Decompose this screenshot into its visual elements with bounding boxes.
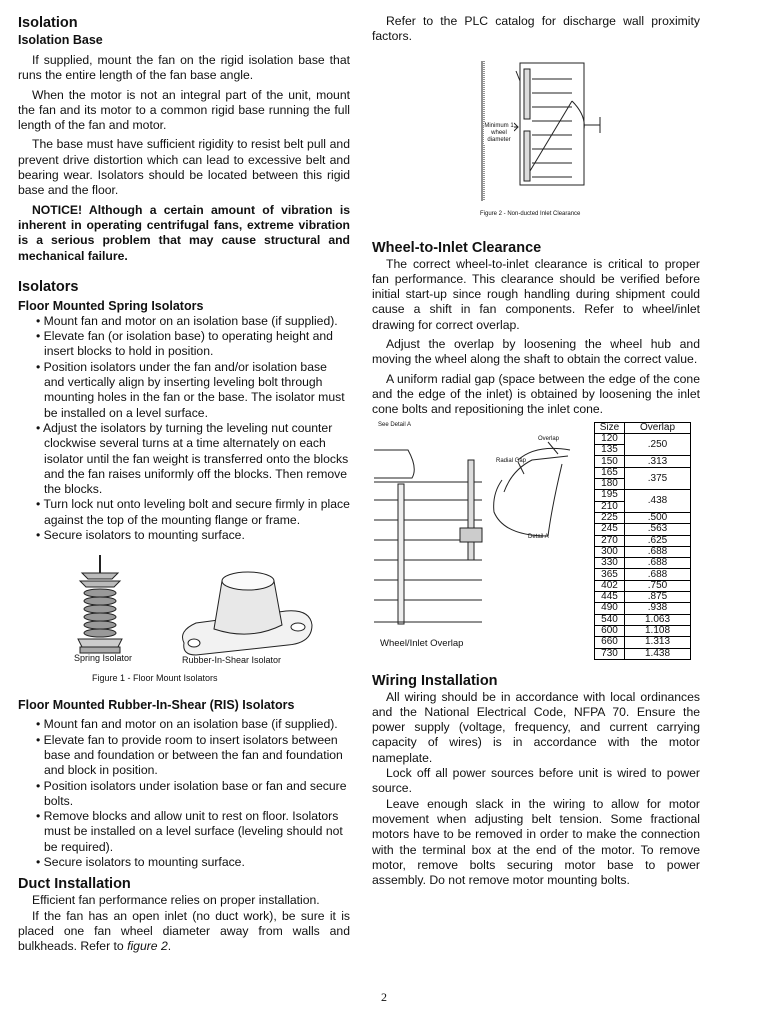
list-item: • Secure isolators to mounting surface.	[18, 855, 350, 870]
radial-gap-label: Radial Gap	[496, 457, 527, 464]
figure-1-caption: Figure 1 - Floor Mount Isolators	[92, 673, 218, 684]
rubber-isolator-drawing	[183, 572, 313, 655]
size-cell: 195	[595, 490, 625, 501]
overlap-cell: 1.063	[625, 614, 691, 625]
size-cell: 600	[595, 625, 625, 636]
spring-isolators-heading: Floor Mounted Spring Isolators	[18, 298, 204, 313]
table-row	[595, 637, 691, 648]
ris-isolators-list	[18, 717, 350, 870]
wheel-paragraph-3: A uniform radial gap (space between the edge of the cone and the edge of the inlet) is obtained by loosening the inlet cone bolts and repositioning the inlet cone.	[372, 371, 700, 417]
spring-isolator-label: Spring Isolator	[74, 653, 133, 664]
size-cell: 490	[595, 603, 625, 614]
figure-2-reference: figure 2	[127, 939, 168, 954]
table-row	[595, 558, 691, 569]
isolation-base-heading: Isolation Base	[18, 33, 103, 47]
table-row	[595, 546, 691, 557]
overlap-cell: .750	[625, 580, 691, 591]
left-column	[18, 14, 350, 954]
size-cell: 120	[595, 433, 625, 444]
list-item: • Mount fan and motor on an isolation base (if supplied).	[18, 717, 350, 732]
duct-paragraph-2: If the fan has an open inlet (no duct work), be sure it is placed one fan wheel diameter away from walls and bulkheads. Refer to figure 2.	[18, 908, 350, 954]
table-row	[595, 625, 691, 636]
isolators-illustration	[18, 551, 350, 666]
overlap-label: Overlap	[538, 435, 560, 442]
wiring-paragraph-1: All wiring should be in accordance with local ordinances and the National Electrical Code, NFPA 70. Ensure the power supply (voltage, frequency, and current carrying capacity of wires) is in accordance with the motor nameplate.	[372, 689, 700, 765]
overlap-cell: 1.313	[625, 637, 691, 648]
isolation-base-paragraph-2: When the motor is not an integral part of the unit, mount the fan and its motor to a common rigid base running the full length of the fan and motor.	[18, 87, 350, 133]
table-row	[595, 422, 691, 433]
detail-a-label: Detail A	[528, 533, 549, 540]
overlap-cell: .500	[625, 512, 691, 523]
notice-paragraph: NOTICE! Although a certain amount of vibration is inherent in operating centrifugal fans, extreme vibration is a serious problem that may cause structural and mechanical failure.	[18, 202, 350, 263]
spring-isolators-list	[18, 314, 350, 543]
isolation-heading: Isolation	[18, 15, 78, 31]
ris-isolators-heading: Floor Mounted Rubber-In-Shear (RIS) Isolators	[18, 698, 295, 713]
table-row	[595, 524, 691, 535]
wiring-paragraph-2: Lock off all power sources before unit is wired to power source.	[372, 766, 700, 796]
wheel-paragraph-1: The correct wheel-to-inlet clearance is critical to proper fan performance. This clearance should be verified before initial start-up since rough handling during shipment could cause a shift in fan components. Refer to wheel/inlet drawing for correct overlap.	[372, 256, 700, 332]
wheel-paragraph-2: Adjust the overlap by loosening the wheel hub and moving the wheel along the shaft to obtain the correct value.	[372, 337, 700, 367]
right-column	[372, 14, 700, 888]
minimum-clearance-label: Minimum 1 wheel diameter	[484, 122, 514, 143]
wiring-paragraph-3: Leave enough slack in the wiring to allow for motor movement when adjusting belt tension. Some fractional motors have to be removed in order to make the connection with the terminal box at the end of the motor. To remove motor, remove bolts securing motor base to power assembly. Do not remove motor mounting bolts.	[372, 796, 700, 888]
table-row	[595, 512, 691, 523]
overlap-cell: .375	[625, 467, 691, 490]
list-item: • Remove blocks and allow unit to rest on floor. Isolators must be installed on a level surface (leveling should not be required).	[18, 809, 350, 855]
overlap-cell: 1.438	[625, 648, 691, 659]
figure-2	[372, 61, 700, 235]
size-cell: 225	[595, 512, 625, 523]
plc-paragraph: Refer to the PLC catalog for discharge wall proximity factors.	[372, 14, 700, 44]
isolation-base-paragraph-3: The base must have sufficient rigidity to resist belt pull and prevent drive distortion which can lead to excessive belt and bearing wear. Isolators should be located between this rigid base and the floor.	[18, 137, 350, 198]
list-item: • Secure isolators to mounting surface.	[18, 528, 350, 543]
table-row	[595, 580, 691, 591]
table-row	[595, 569, 691, 580]
size-cell: 135	[595, 445, 625, 456]
list-item: • Elevate fan (or isolation base) to operating height and insert blocks to hold in position.	[18, 329, 350, 360]
wheel-inlet-caption: Wheel/Inlet Overlap	[380, 637, 464, 649]
list-item: • Position isolators under isolation base or fan and secure bolts.	[18, 779, 350, 810]
overlap-cell: .250	[625, 433, 691, 456]
table-row	[595, 614, 691, 625]
list-item: • Adjust the isolators by turning the leveling nut counter clockwise several turns at a time alternately on each isolator until the fan weight is transferred onto the blocks and the fan raises uniformly off the blocks. Then remove the blocks.	[18, 421, 350, 497]
wheel-inlet-heading: Wheel-to-Inlet Clearance	[372, 239, 542, 256]
duct-paragraph-1: Efficient fan performance relies on proper installation.	[32, 893, 320, 908]
overlap-cell: .625	[625, 535, 691, 546]
size-cell: 540	[595, 614, 625, 625]
size-cell: 445	[595, 592, 625, 603]
table-row	[595, 456, 691, 467]
size-cell: 180	[595, 479, 625, 490]
overlap-cell: .563	[625, 524, 691, 535]
table-row	[595, 467, 691, 478]
size-cell: 210	[595, 501, 625, 512]
size-cell: 402	[595, 580, 625, 591]
table-row	[595, 490, 691, 501]
list-item: • Turn lock nut onto leveling bolt and secure firmly in place against the top of the mounting flange or frame.	[18, 497, 350, 528]
overlap-header: Overlap	[625, 422, 691, 433]
overlap-cell: 1.108	[625, 625, 691, 636]
size-cell: 330	[595, 558, 625, 569]
page-number: 2	[381, 990, 387, 1004]
size-cell: 365	[595, 569, 625, 580]
overlap-cell: .438	[625, 490, 691, 513]
inlet-clearance-illustration	[372, 61, 700, 221]
size-cell: 165	[595, 467, 625, 478]
size-cell: 300	[595, 546, 625, 557]
overlap-cell: .688	[625, 569, 691, 580]
size-header: Size	[595, 422, 625, 433]
size-cell: 730	[595, 648, 625, 659]
table-row	[595, 603, 691, 614]
duct-installation-heading: Duct Installation	[18, 876, 131, 893]
overlap-cell: .875	[625, 592, 691, 603]
table-row	[595, 433, 691, 444]
table-row	[595, 592, 691, 603]
size-cell: 245	[595, 524, 625, 535]
isolators-heading: Isolators	[18, 278, 79, 295]
wheel-inlet-illustration	[372, 430, 592, 630]
overlap-cell: .313	[625, 456, 691, 467]
rubber-isolator-label: Rubber-In-Shear Isolator	[182, 655, 282, 666]
list-item: • Position isolators under the fan and/or isolation base and vertically align by inserting leveling bolt through mounting holes in the fan or the base. The isolator must be installed on a level surface.	[18, 360, 350, 421]
wheel-inlet-overlap-figure	[372, 422, 700, 670]
isolation-base-paragraph-1: If supplied, mount the fan on the rigid isolation base that runs the entire length of the fan base angle.	[18, 53, 350, 83]
overlap-cell: .938	[625, 603, 691, 614]
size-cell: 660	[595, 637, 625, 648]
overlap-table	[594, 422, 691, 660]
wiring-installation-heading: Wiring Installation	[372, 672, 498, 689]
table-row	[595, 535, 691, 546]
list-item: • Elevate fan to provide room to insert isolators between base and foundation or between the fan and foundation and block in position.	[18, 733, 350, 779]
figure-1	[18, 551, 350, 689]
overlap-cell: .688	[625, 558, 691, 569]
size-cell: 150	[595, 456, 625, 467]
spring-isolator-drawing	[78, 555, 122, 653]
table-row	[595, 648, 691, 659]
list-item: • Mount fan and motor on an isolation base (if supplied).	[18, 314, 350, 329]
figure-2-caption: Figure 2 - Non-ducted Inlet Clearance	[480, 210, 581, 217]
see-detail-a-label: See Detail A	[378, 421, 412, 428]
size-cell: 270	[595, 535, 625, 546]
overlap-cell: .688	[625, 546, 691, 557]
